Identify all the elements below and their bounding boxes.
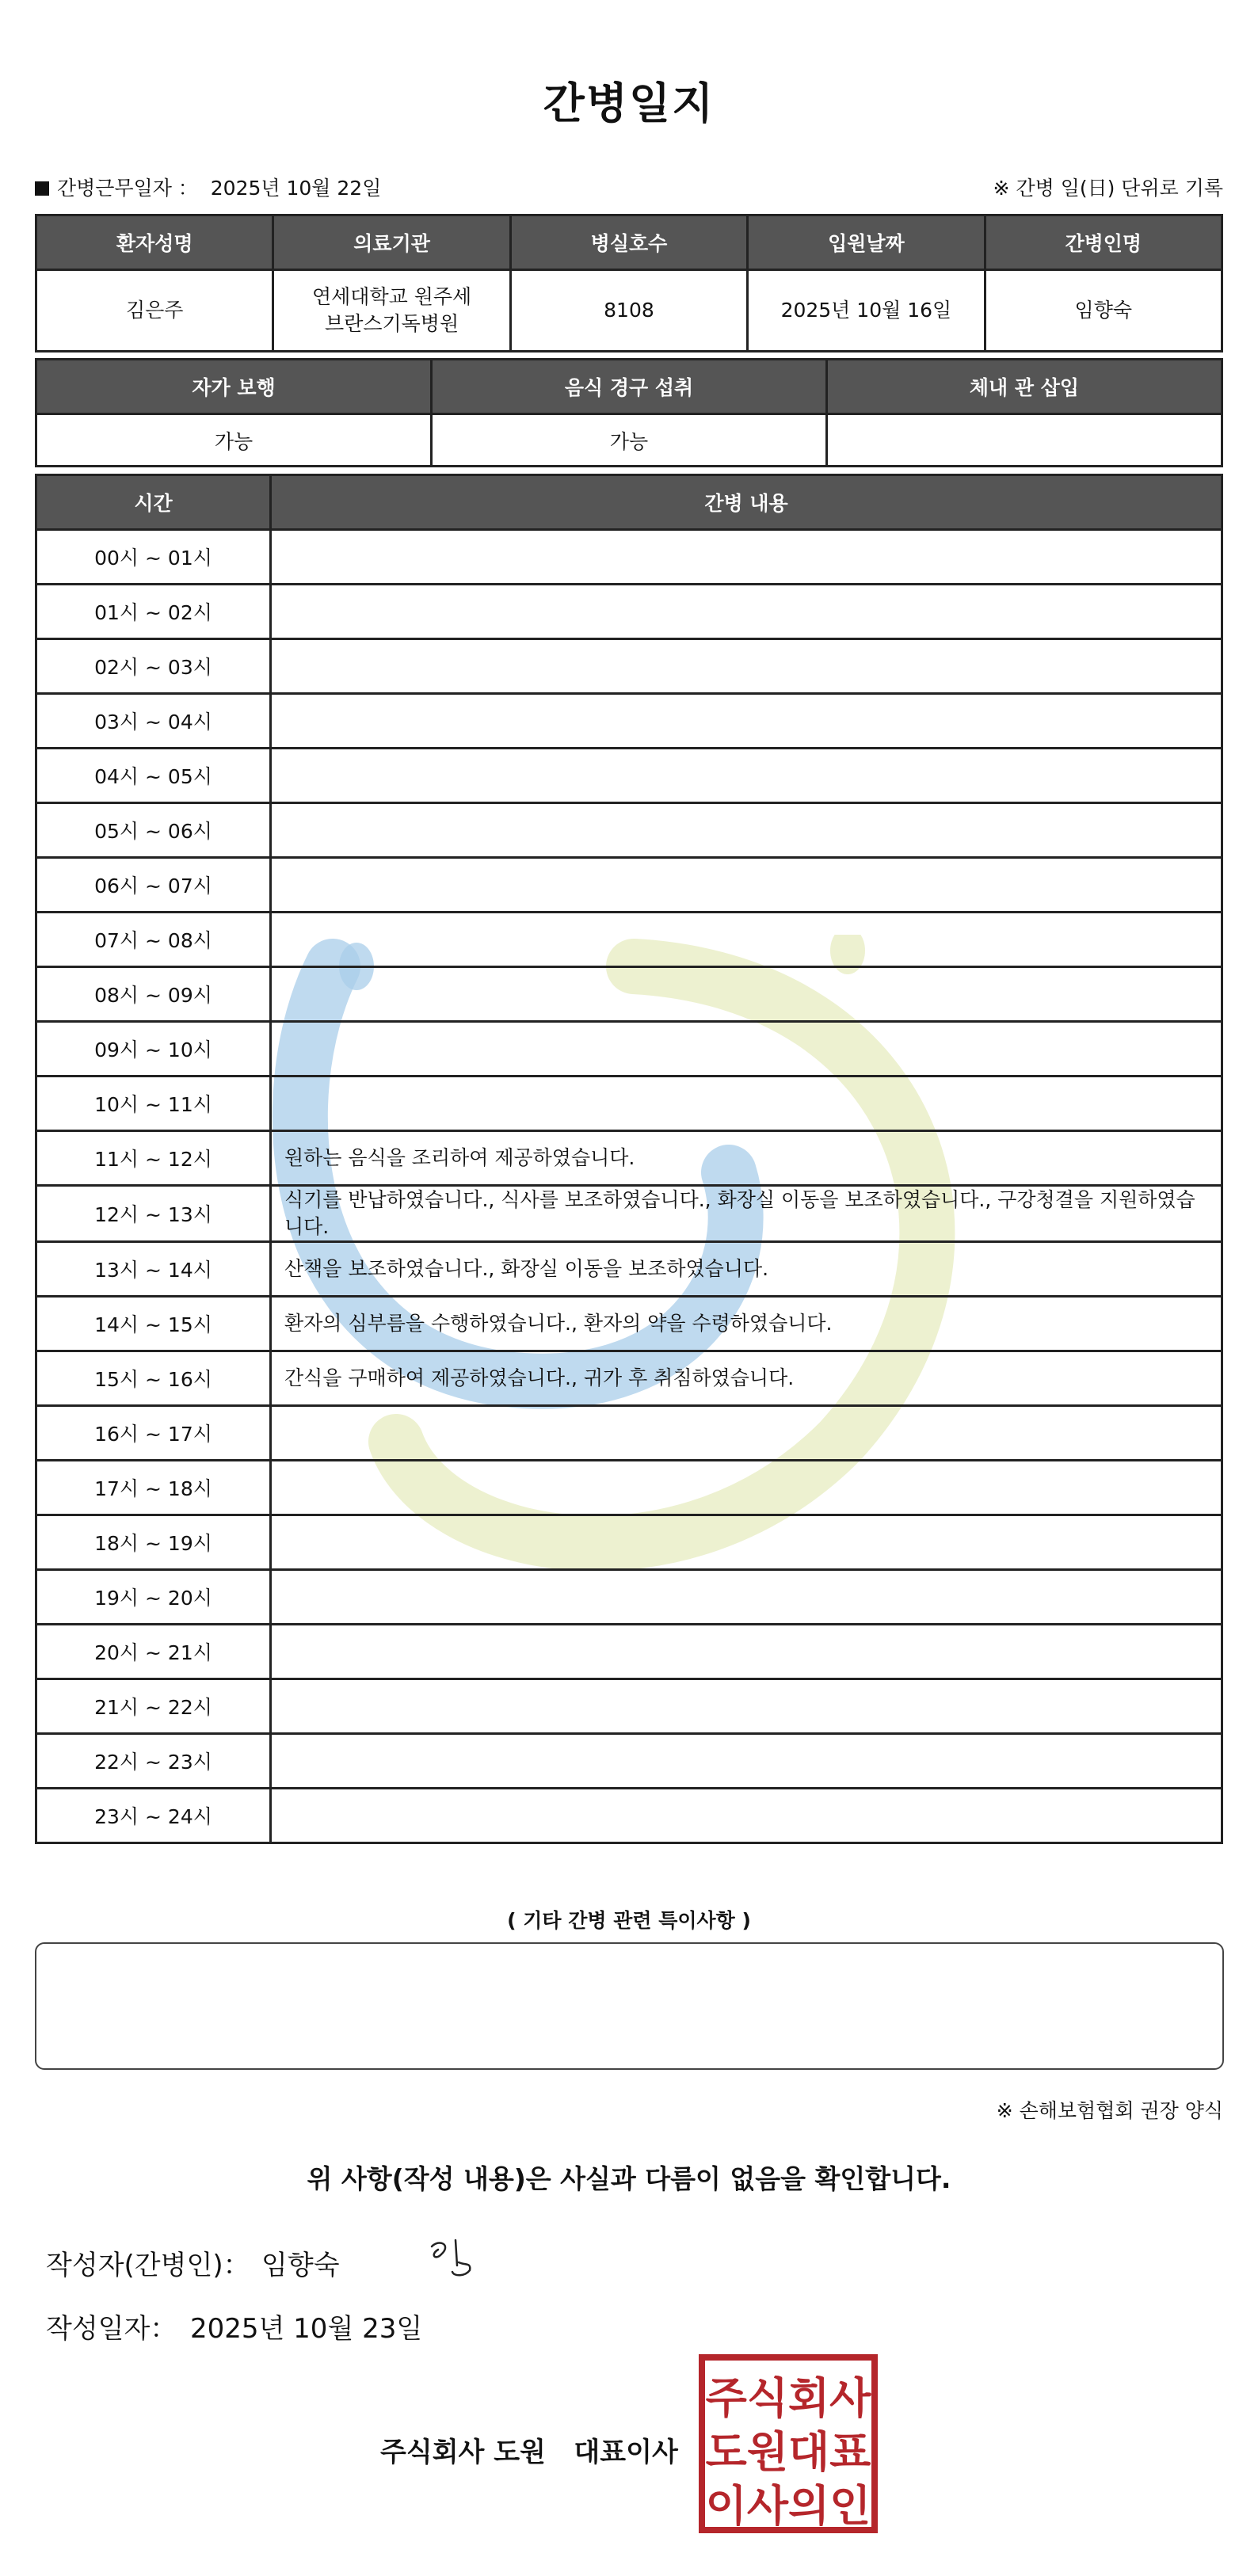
log-row: [36, 1515, 1222, 1570]
work-date-value: 2025년 10월 22일: [210, 177, 382, 200]
seal-line-1: 주식회사: [705, 2373, 871, 2423]
handwritten-signature: [424, 2231, 479, 2286]
patient-name: 김은주: [36, 270, 273, 352]
memo-label: ( 기타 간병 관련 특이사항 ): [507, 1909, 751, 1932]
log-time: 22시 ~ 23시: [36, 1734, 271, 1789]
log-time: 07시 ~ 08시: [36, 913, 271, 967]
log-time: 12시 ~ 13시: [36, 1186, 271, 1242]
memo-box: [35, 1942, 1224, 2070]
recommend-note: ※ 손해보험협회 권장 양식: [996, 2099, 1223, 2122]
log-row: [36, 639, 1222, 694]
admission-date: 2025년 10월 16일: [748, 270, 985, 352]
log-row: [36, 1570, 1222, 1625]
company-seal: [697, 2353, 879, 2535]
log-content: [271, 1625, 1222, 1679]
log-time: 09시 ~ 10시: [36, 1022, 271, 1077]
log-time: 23시 ~ 24시: [36, 1789, 271, 1843]
log-time: 21시 ~ 22시: [36, 1679, 271, 1734]
hospital-name-text: 연세대학교 원주세브란스기독병원: [312, 285, 472, 335]
header-self-walking: 자가 보행: [36, 360, 432, 414]
log-row: [36, 1131, 1222, 1186]
header-caregiver: 간병인명: [985, 215, 1222, 270]
log-row: [36, 749, 1222, 803]
self-walking-value: 가능: [36, 414, 432, 467]
written-date-label: 작성일자：: [46, 2313, 177, 2345]
log-content: [271, 1077, 1222, 1131]
log-row: [36, 694, 1222, 749]
company-line: 주식회사 도원 대표이사: [380, 2437, 678, 2468]
log-content: [271, 694, 1222, 749]
log-content: [271, 1789, 1222, 1843]
log-row: [36, 1077, 1222, 1131]
log-content: [271, 1461, 1222, 1515]
log-content: [271, 639, 1222, 694]
header-room: 병실호수: [510, 215, 747, 270]
log-content: 환자의 심부름을 수행하였습니다., 환자의 약을 수령하였습니다.: [271, 1297, 1222, 1351]
log-row: [36, 1679, 1222, 1734]
log-content: 산책을 보조하였습니다., 화장실 이동을 보조하였습니다.: [271, 1242, 1222, 1297]
written-date-value: 2025년 10월 23일: [190, 2313, 423, 2345]
log-time: 08시 ~ 09시: [36, 967, 271, 1022]
header-time: 시간: [36, 475, 271, 530]
log-time: 10시 ~ 11시: [36, 1077, 271, 1131]
header-oral-intake: 음식 경구 섭취: [432, 360, 827, 414]
log-row: [36, 913, 1222, 967]
log-row: [36, 585, 1222, 639]
log-row: [36, 1351, 1222, 1406]
log-row: [36, 1186, 1222, 1242]
log-time: 20시 ~ 21시: [36, 1625, 271, 1679]
room-number: 8108: [510, 270, 747, 352]
care-log-table: [35, 474, 1223, 1844]
log-time: 11시 ~ 12시: [36, 1131, 271, 1186]
log-row: [36, 1461, 1222, 1515]
oral-intake-value: 가능: [432, 414, 827, 467]
log-content: [271, 803, 1222, 858]
log-content: [271, 858, 1222, 913]
log-content: [271, 1022, 1222, 1077]
log-content: 식기를 반납하였습니다., 식사를 보조하였습니다., 화장실 이동을 보조하였습니다., 구강청결을 지원하였습니다.: [271, 1186, 1222, 1242]
log-time: 06시 ~ 07시: [36, 858, 271, 913]
log-content: [271, 1734, 1222, 1789]
log-content: [271, 1515, 1222, 1570]
confirm-statement: 위 사항(작성 내용)은 사실과 다름이 없음을 확인합니다.: [307, 2163, 951, 2194]
tube-insertion-value: [827, 414, 1222, 467]
log-time: 19시 ~ 20시: [36, 1570, 271, 1625]
log-row: [36, 1625, 1222, 1679]
page-title: 간병일지: [543, 78, 715, 128]
seal-line-2: 도원대표: [705, 2427, 871, 2477]
log-content: [271, 913, 1222, 967]
header-patient-name: 환자성명: [36, 215, 273, 270]
log-content: [271, 1406, 1222, 1461]
log-row: [36, 803, 1222, 858]
seal-line-3: 이사의인: [705, 2481, 871, 2531]
log-content: [271, 1570, 1222, 1625]
log-time: 13시 ~ 14시: [36, 1242, 271, 1297]
log-content: [271, 585, 1222, 639]
log-content: 간식을 구매하여 제공하였습니다., 귀가 후 취침하였습니다.: [271, 1351, 1222, 1406]
log-time: 04시 ~ 05시: [36, 749, 271, 803]
log-row: [36, 1022, 1222, 1077]
patient-info-table: [35, 214, 1223, 352]
log-row: [36, 967, 1222, 1022]
log-time: 02시 ~ 03시: [36, 639, 271, 694]
log-content: [271, 967, 1222, 1022]
work-date-label: 간병근무일자 ：: [57, 177, 198, 200]
log-row: [36, 1406, 1222, 1461]
log-row: [36, 1297, 1222, 1351]
writer-label: 작성자(간병인)：: [46, 2250, 250, 2281]
log-time: 03시 ~ 04시: [36, 694, 271, 749]
hospital-name: [273, 270, 510, 352]
writer-name: 임향숙: [261, 2250, 340, 2281]
ability-table: [35, 358, 1223, 467]
log-content: [271, 749, 1222, 803]
log-time: 00시 ~ 01시: [36, 530, 271, 585]
log-time: 15시 ~ 16시: [36, 1351, 271, 1406]
log-time: 18시 ~ 19시: [36, 1515, 271, 1570]
care-log-body: [36, 530, 1222, 1843]
log-time: 17시 ~ 18시: [36, 1461, 271, 1515]
square-bullet-icon: [35, 181, 49, 196]
header-care-content: 간병 내용: [271, 475, 1222, 530]
unit-note: ※ 간병 일(日) 단위로 기록: [993, 177, 1223, 200]
header-admission-date: 입원날짜: [748, 215, 985, 270]
log-row: [36, 858, 1222, 913]
log-row: [36, 1789, 1222, 1843]
log-time: 01시 ~ 02시: [36, 585, 271, 639]
log-content: [271, 1679, 1222, 1734]
log-content: 원하는 음식을 조리하여 제공하였습니다.: [271, 1131, 1222, 1186]
log-row: [36, 530, 1222, 585]
work-date: [35, 173, 381, 201]
log-time: 05시 ~ 06시: [36, 803, 271, 858]
caregiver-name: 임향숙: [985, 270, 1222, 352]
log-row: [36, 1734, 1222, 1789]
log-time: 14시 ~ 15시: [36, 1297, 271, 1351]
header-tube-insertion: 체내 관 삽입: [827, 360, 1222, 414]
log-row: [36, 1242, 1222, 1297]
header-hospital: 의료기관: [273, 215, 510, 270]
log-content: [271, 530, 1222, 585]
log-time: 16시 ~ 17시: [36, 1406, 271, 1461]
